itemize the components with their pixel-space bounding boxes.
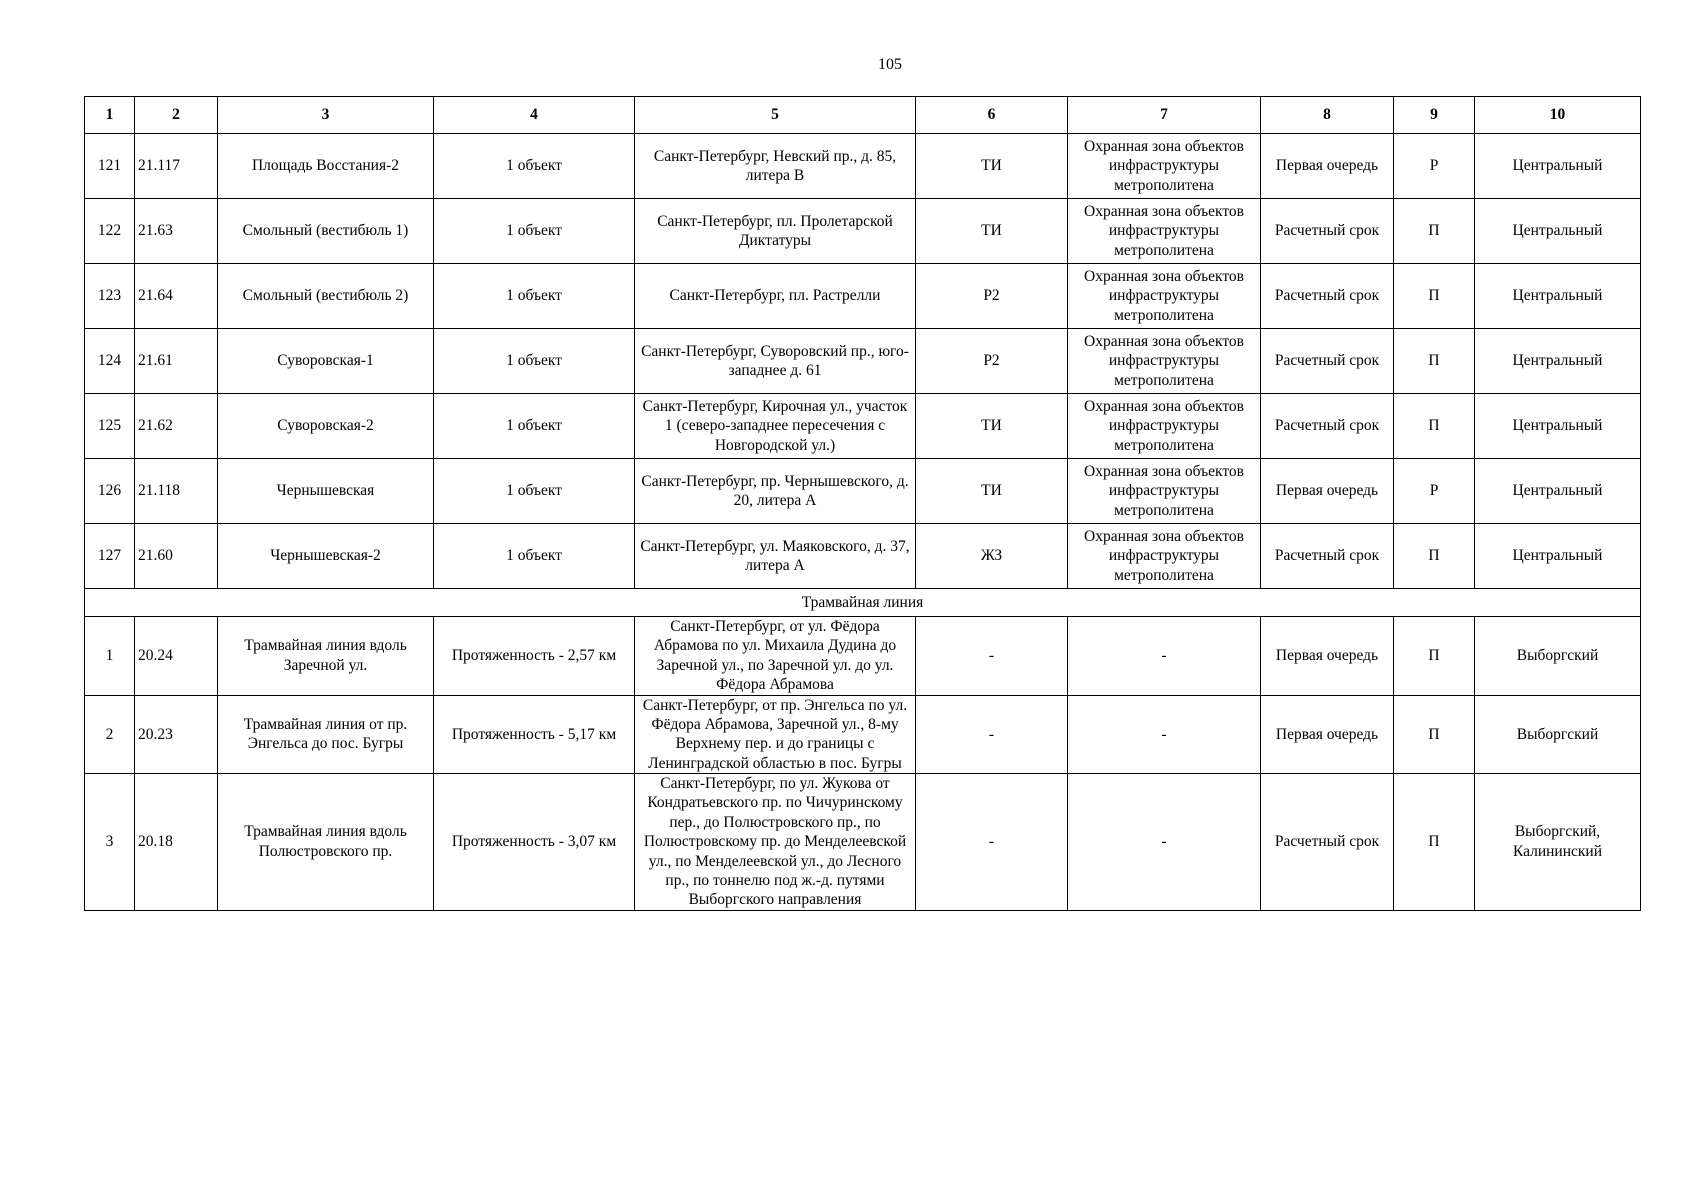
cell-restriction-zone: - [1068,774,1261,911]
cell-row-number: 1 [85,617,135,696]
cell-zone-code: ТИ [916,134,1068,199]
cell-restriction-zone: - [1068,695,1261,774]
table-row [85,199,1641,264]
column-header-4: 4 [434,97,635,134]
cell-district: Центральный [1475,134,1641,199]
cell-stage: Первая очередь [1261,134,1394,199]
cell-stage: Расчетный срок [1261,524,1394,589]
cell-capacity: Протяженность - 3,07 км [434,774,635,911]
cell-address: Санкт-Петербург, Суворовский пр., юго-западнее д. 61 [635,329,916,394]
cell-object-code: 21.64 [135,264,218,329]
table-body [85,134,1641,911]
section-row [85,589,1641,617]
cell-capacity: 1 объект [434,459,635,524]
cell-row-number: 125 [85,394,135,459]
cell-district: Центральный [1475,264,1641,329]
cell-status: П [1394,695,1475,774]
table-row [85,524,1641,589]
cell-stage: Первая очередь [1261,695,1394,774]
cell-status: П [1394,617,1475,696]
cell-stage: Расчетный срок [1261,329,1394,394]
cell-district: Центральный [1475,199,1641,264]
column-header-3: 3 [218,97,434,134]
cell-restriction-zone: Охранная зона объектов инфраструктуры метрополитена [1068,459,1261,524]
table-row [85,264,1641,329]
cell-restriction-zone: - [1068,617,1261,696]
cell-object-code: 20.23 [135,695,218,774]
cell-restriction-zone: Охранная зона объектов инфраструктуры метрополитена [1068,134,1261,199]
cell-capacity: Протяженность - 2,57 км [434,617,635,696]
cell-row-number: 123 [85,264,135,329]
cell-object-code: 21.61 [135,329,218,394]
cell-address: Санкт-Петербург, от ул. Фёдора Абрамова по ул. Михаила Дудина до Заречной ул., по Заречной ул. до ул. Фёдора Абрамова [635,617,916,696]
cell-status: Р [1394,459,1475,524]
table-row [85,459,1641,524]
cell-zone-code: Р2 [916,329,1068,394]
cell-object-name: Трамвайная линия вдоль Заречной ул. [218,617,434,696]
table-row [85,617,1641,696]
column-header-5: 5 [635,97,916,134]
cell-status: П [1394,524,1475,589]
cell-zone-code: ТИ [916,459,1068,524]
cell-zone-code: - [916,774,1068,911]
cell-address: Санкт-Петербург, Кирочная ул., участок 1 (северо-западнее пересечения с Новгородской ул.) [635,394,916,459]
cell-stage: Расчетный срок [1261,394,1394,459]
cell-capacity: 1 объект [434,394,635,459]
cell-address: Санкт-Петербург, Невский пр., д. 85, литера В [635,134,916,199]
cell-row-number: 3 [85,774,135,911]
cell-object-name: Трамвайная линия вдоль Полюстровского пр. [218,774,434,911]
column-header-2: 2 [135,97,218,134]
cell-row-number: 127 [85,524,135,589]
cell-capacity: 1 объект [434,264,635,329]
cell-district: Выборгский [1475,695,1641,774]
cell-restriction-zone: Охранная зона объектов инфраструктуры метрополитена [1068,394,1261,459]
cell-stage: Расчетный срок [1261,199,1394,264]
cell-address: Санкт-Петербург, пл. Растрелли [635,264,916,329]
cell-status: П [1394,199,1475,264]
cell-restriction-zone: Охранная зона объектов инфраструктуры метрополитена [1068,199,1261,264]
cell-capacity: 1 объект [434,134,635,199]
cell-row-number: 124 [85,329,135,394]
cell-stage: Первая очередь [1261,459,1394,524]
table-row [85,394,1641,459]
cell-district: Центральный [1475,394,1641,459]
cell-restriction-zone: Охранная зона объектов инфраструктуры метрополитена [1068,524,1261,589]
cell-zone-code: - [916,617,1068,696]
cell-object-code: 20.24 [135,617,218,696]
cell-status: П [1394,264,1475,329]
table-row [85,134,1641,199]
cell-address: Санкт-Петербург, от пр. Энгельса по ул. Фёдора Абрамова, Заречной ул., 8-му Верхнему пер. и до границы с Ленинградской областью в пос. Бугры [635,695,916,774]
cell-address: Санкт-Петербург, пр. Чернышевского, д. 20, литера А [635,459,916,524]
cell-zone-code: - [916,695,1068,774]
cell-object-name: Суворовская-1 [218,329,434,394]
cell-object-name: Чернышевская [218,459,434,524]
cell-object-name: Смольный (вестибюль 1) [218,199,434,264]
cell-stage: Расчетный срок [1261,264,1394,329]
page-number: 105 [878,56,902,73]
cell-object-code: 21.63 [135,199,218,264]
cell-address: Санкт-Петербург, по ул. Жукова от Кондратьевского пр. по Чичуринскому пер., до Полюстровского пр., по Полюстровскому пр. до Менделеевской ул., по Менделеевской ул., до Лесного пр., по тоннелю под ж.-д. путями Выборгского направления [635,774,916,911]
cell-object-name: Смольный (вестибюль 2) [218,264,434,329]
cell-status: Р [1394,134,1475,199]
cell-row-number: 122 [85,199,135,264]
column-header-8: 8 [1261,97,1394,134]
cell-restriction-zone: Охранная зона объектов инфраструктуры метрополитена [1068,329,1261,394]
cell-object-code: 21.60 [135,524,218,589]
header-row [85,97,1641,134]
cell-district: Центральный [1475,329,1641,394]
cell-district: Выборгский [1475,617,1641,696]
cell-object-name: Площадь Восстания-2 [218,134,434,199]
cell-district: Центральный [1475,459,1641,524]
cell-status: П [1394,329,1475,394]
table-row [85,774,1641,911]
cell-object-name: Чернышевская-2 [218,524,434,589]
column-header-10: 10 [1475,97,1641,134]
cell-restriction-zone: Охранная зона объектов инфраструктуры метрополитена [1068,264,1261,329]
cell-object-code: 21.117 [135,134,218,199]
cell-object-code: 20.18 [135,774,218,911]
cell-district: Выборгский, Калининский [1475,774,1641,911]
section-title: Трамвайная линия [85,589,1641,617]
cell-object-code: 21.62 [135,394,218,459]
cell-status: П [1394,394,1475,459]
column-header-7: 7 [1068,97,1261,134]
column-header-6: 6 [916,97,1068,134]
table-row [85,329,1641,394]
cell-district: Центральный [1475,524,1641,589]
cell-address: Санкт-Петербург, пл. Пролетарской Диктатуры [635,199,916,264]
cell-row-number: 126 [85,459,135,524]
data-table [84,96,1641,911]
cell-object-name: Суворовская-2 [218,394,434,459]
column-header-1: 1 [85,97,135,134]
cell-zone-code: ТИ [916,199,1068,264]
cell-capacity: 1 объект [434,524,635,589]
cell-status: П [1394,774,1475,911]
cell-zone-code: ТИ [916,394,1068,459]
column-header-9: 9 [1394,97,1475,134]
cell-stage: Первая очередь [1261,617,1394,696]
cell-stage: Расчетный срок [1261,774,1394,911]
cell-capacity: 1 объект [434,329,635,394]
cell-zone-code: Р2 [916,264,1068,329]
cell-zone-code: ЖЗ [916,524,1068,589]
table-row [85,695,1641,774]
cell-object-code: 21.118 [135,459,218,524]
table-header [85,97,1641,134]
cell-row-number: 121 [85,134,135,199]
cell-capacity: Протяженность - 5,17 км [434,695,635,774]
cell-capacity: 1 объект [434,199,635,264]
cell-object-name: Трамвайная линия от пр. Энгельса до пос. Бугры [218,695,434,774]
cell-row-number: 2 [85,695,135,774]
cell-address: Санкт-Петербург, ул. Маяковского, д. 37, литера А [635,524,916,589]
